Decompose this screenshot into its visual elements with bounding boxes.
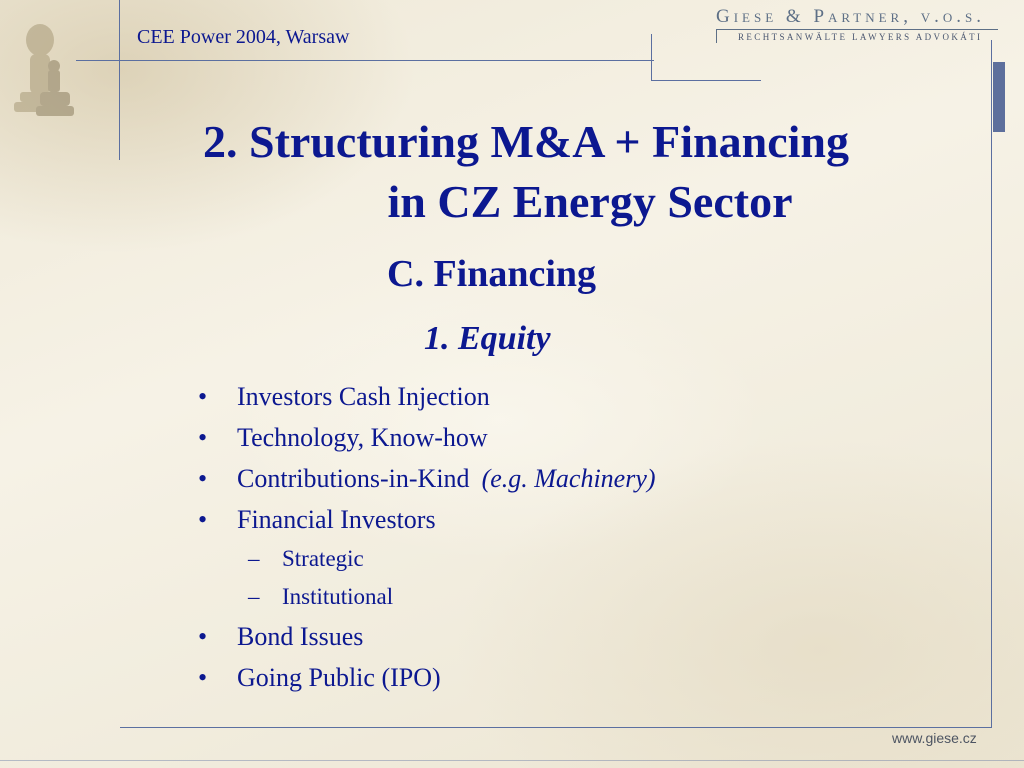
bullet-icon: •: [198, 663, 208, 692]
sub-bullet-text: Institutional: [282, 584, 394, 609]
bullet-icon: •: [198, 464, 208, 493]
bullet-text: Investors Cash Injection: [237, 382, 490, 411]
bullet-item: [198, 657, 898, 698]
firm-logo-tick: [716, 29, 717, 43]
slide-title-line-1: 2. Structuring M&A + Financing: [203, 116, 849, 167]
event-header: CEE Power 2004, Warsaw: [137, 26, 350, 48]
dash-icon: –: [248, 584, 260, 609]
bullet-item: [198, 458, 898, 499]
slide-title: [120, 112, 992, 232]
bullet-item: [198, 616, 898, 657]
bullet-icon: •: [198, 382, 208, 411]
sub-bullet-text: Strategic: [282, 546, 364, 571]
firm-logo-rule: [716, 29, 998, 30]
frame-line-mid: [651, 34, 652, 80]
firm-logo: [716, 6, 1006, 46]
firm-logo-tagline: RECHTSANWÄLTE LAWYERS ADVOKÁTI: [738, 32, 983, 42]
section-heading: C. Financing: [387, 253, 597, 295]
bullet-item: [198, 417, 898, 458]
subsection-heading: 1. Equity: [424, 320, 551, 357]
firm-logo-name: Giese & Partner, v.o.s.: [716, 6, 985, 27]
frame-accent-tab: [993, 62, 1005, 132]
slide-title-line-2: in CZ Energy Sector: [387, 176, 793, 227]
bullet-item: [198, 376, 898, 417]
frame-line-top: [76, 60, 654, 61]
bullet-item: [198, 499, 898, 540]
frame-line-bottom: [120, 727, 992, 728]
frame-line-top-secondary: [651, 80, 761, 81]
bullet-text: Contributions-in-Kind: [237, 464, 470, 493]
bullet-text: Bond Issues: [237, 622, 364, 651]
bullet-text: Going Public (IPO): [237, 663, 441, 692]
bullet-note: (e.g. Machinery): [481, 464, 656, 493]
bullet-list: [198, 376, 898, 698]
bullet-text: Financial Investors: [237, 505, 436, 534]
bullet-text: Technology, Know-how: [237, 423, 488, 452]
dash-icon: –: [248, 546, 260, 571]
sub-bullet-item: [198, 540, 898, 578]
bullet-icon: •: [198, 423, 208, 452]
footer-website: www.giese.cz: [892, 730, 977, 746]
bullet-icon: •: [198, 505, 208, 534]
frame-line-footer: [0, 760, 1024, 761]
bullet-text-with-note: [237, 458, 656, 499]
sub-bullet-item: [198, 578, 898, 616]
bullet-icon: •: [198, 622, 208, 651]
